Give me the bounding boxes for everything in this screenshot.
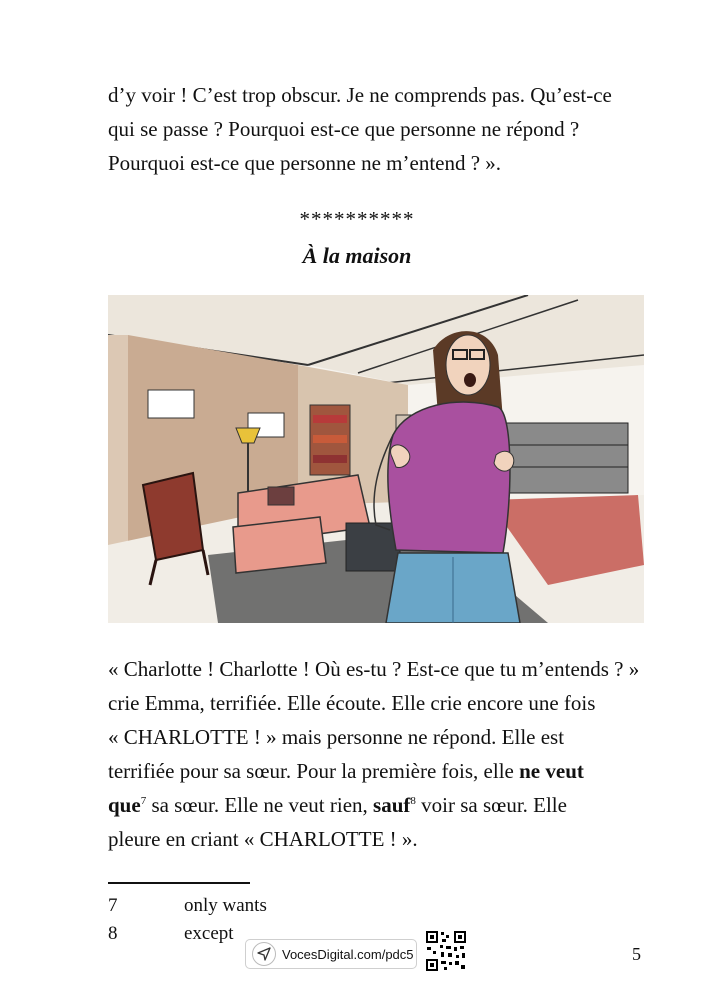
text-line: d’y voir ! C’est trop obscur. Je ne comprends pas. Qu’est-ce bbox=[108, 83, 612, 107]
living-room-illustration bbox=[108, 295, 644, 623]
text-line: crie Emma, terrifiée. Elle écoute. Elle crie encore une fois bbox=[108, 691, 596, 715]
footnote-text: except bbox=[184, 923, 234, 944]
footnote-8 bbox=[108, 923, 234, 945]
footnote-text: only wants bbox=[184, 895, 267, 916]
page-number: 5 bbox=[632, 944, 641, 964]
footnote-ref-8[interactable]: 8 bbox=[410, 795, 416, 807]
vocab-term-ne-veut: ne veut bbox=[519, 759, 584, 783]
footnote-ref-7[interactable]: 7 bbox=[140, 795, 147, 807]
text-line: « Charlotte ! Charlotte ! Où es-tu ? Est-ce que tu m’entends ? » bbox=[108, 657, 640, 681]
footnote-7 bbox=[108, 895, 267, 917]
vocab-term-que: que bbox=[108, 793, 141, 817]
text-run: sa sœur. Elle ne veut rien, bbox=[146, 793, 374, 817]
digital-link-button[interactable] bbox=[245, 939, 417, 969]
text-line: pleure en criant « CHARLOTTE ! ». bbox=[108, 827, 418, 851]
paragraph-top bbox=[108, 78, 648, 180]
footnote-number: 8 bbox=[108, 923, 118, 944]
paragraph-main bbox=[108, 652, 648, 856]
footnote-divider bbox=[108, 882, 250, 884]
text-run: voir sa sœur. Elle bbox=[415, 793, 567, 817]
send-arrow-icon bbox=[252, 942, 276, 966]
section-title: À la maison bbox=[302, 243, 412, 268]
qr-code-icon[interactable] bbox=[424, 929, 468, 973]
footnote-number: 7 bbox=[108, 895, 118, 916]
digital-link-text: VocesDigital.com/pdc5 bbox=[282, 946, 414, 962]
text-line: « CHARLOTTE ! » mais personne ne répond. Elle est bbox=[108, 725, 565, 749]
text-run: terrifiée pour sa sœur. Pour la première fois, elle bbox=[108, 759, 520, 783]
illustration-drawing bbox=[108, 295, 644, 623]
section-separator: ********** bbox=[299, 207, 415, 231]
vocab-term-sauf: sauf bbox=[373, 793, 411, 817]
text-line: qui se passe ? Pourquoi est-ce que personne ne répond ? bbox=[108, 117, 580, 141]
text-line bbox=[108, 754, 648, 788]
text-line bbox=[108, 788, 648, 822]
text-line: Pourquoi est-ce que personne ne m’entend ? ». bbox=[108, 151, 502, 175]
